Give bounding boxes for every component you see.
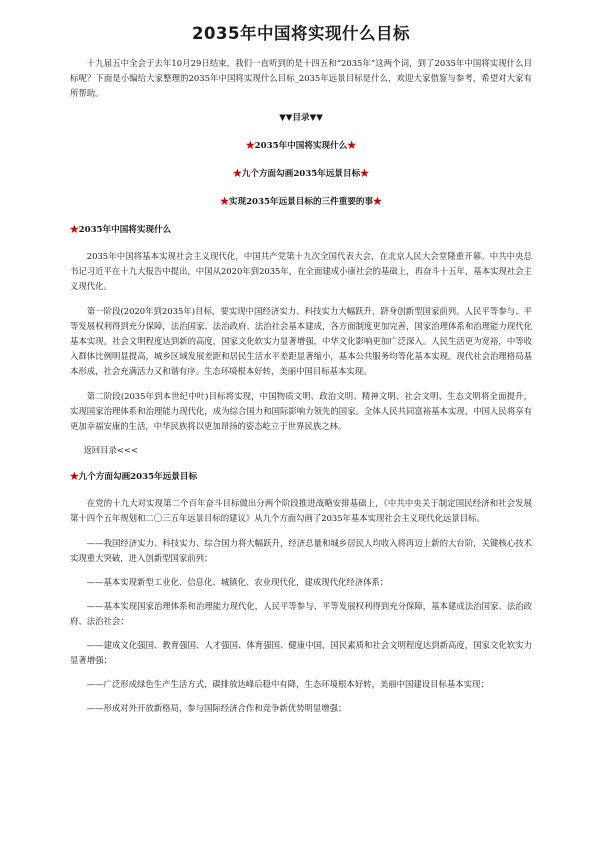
section1-paragraph-1: 2035年中国将基本实现社会主义现代化，中国共产党第十九次全国代表大会，在北京人民大会堂隆重开幕。中共中央总书记习近平在十九大报告中提出，中国从2020年到2035年，在全面建成小康社会的基础上，再奋斗十五年，基本实现社会主义现代化。: [70, 251, 532, 291]
goal-item: ——我国经济实力、科技实力、综合国力将大幅跃升，经济总量和城乡居民人均收入将再迈上新的大台阶，关键核心技术实现重大突破，进入创新型国家前列；: [70, 538, 532, 563]
section-heading-2: [70, 470, 532, 482]
star-icon: ★: [233, 169, 242, 179]
star-icon: ★: [360, 169, 369, 179]
star-icon: ★: [246, 141, 255, 151]
section-heading-label: 九个方面勾画2035年远景目标: [78, 472, 198, 482]
toc-link-3[interactable]: [70, 195, 532, 207]
section-heading-1: [70, 223, 532, 235]
section2-intro: 在党的十九大对实现第二个百年奋斗目标做出分两个阶段推进战略安排基础上，《中共中央关于制定国民经济和社会发展第十四个五年规划和二〇三五年远景目标的建议》从九个方面勾画了2035年基本实现社会主义现代化远景目标。: [70, 498, 532, 523]
goal-item: ——广泛形成绿色生产生活方式，碳排放达峰后稳中有降，生态环境根本好转，美丽中国建设目标基本实现；: [86, 679, 489, 689]
section1-paragraph-3: 第二阶段(2035年到本世纪中叶)目标将实现，中国物质文明、政治文明、精神文明、社会文明、生态文明将全面提升，实现国家治理体系和治理能力现代化，成为综合国力和国际影响力领先的国家。全体人民共同富裕基本实现，中国人民将享有更加幸福安康的生活，中华民族将以更加昂扬的姿态屹立于世界民族之林。: [70, 391, 532, 431]
goal-item: ——基本实现国家治理体系和治理能力现代化，人民平等参与、平等发展权利得到充分保障，基本建成法治国家、法治政府、法治社会；: [70, 601, 532, 626]
toc-heading: ▼▼目录▼▼: [279, 113, 323, 123]
toc-link-2[interactable]: [70, 167, 532, 179]
section-heading-label: 2035年中国将实现什么: [78, 225, 172, 235]
goal-item: ——形成对外开放新格局，参与国际经济合作和竞争新优势明显增强；: [86, 703, 347, 713]
toc-link-label: 九个方面勾画2035年远景目标: [241, 169, 361, 179]
section1-paragraph-2: 第一阶段(2020年到2035年)目标，要实现中国经济实力、科技实力大幅跃升，跻身创新型国家前列。人民平等参与、平等发展权利得到充分保障，法治国家、法治政府、法治社会基本建成，各方面制度更加完善，国家治理体系和治理能力现代化基本实现。社会文明程度达到新的高度，国家文化软实力显著增强，中华文化影响更加广泛深入。人民生活更为宽裕，中等收入群体比例明显提高，城乡区域发展差距和居民生活水平差距显著缩小，基本公共服务均等化基本实现。现代社会治理格局基本形成，社会充满活力又和谐有序。生态环境根本好转，美丽中国目标基本实现。: [70, 306, 532, 376]
toc-link-1[interactable]: [70, 139, 532, 151]
goal-item: ——基本实现新型工业化、信息化、城镇化、农业现代化，建成现代化经济体系；: [86, 577, 389, 587]
star-icon: ★: [347, 141, 356, 151]
back-to-toc-link[interactable]: 返回目录<<<: [83, 445, 138, 455]
star-icon: ★: [220, 197, 229, 207]
star-icon: ★: [70, 472, 79, 482]
toc-link-label: 实现2035年远景目标的三件重要的事: [228, 197, 374, 207]
toc-link-label: 2035年中国将实现什么: [254, 141, 348, 151]
star-icon: ★: [70, 225, 79, 235]
intro-paragraph: 十九届五中全会于去年10月29日结束，我们一直听到的是十四五和“2035年”这两个词，到了2035年中国将实现什么目标呢？下面是小编给大家整理的2035年中国将实现什么目标_2035年远景目标是什么，欢迎大家借鉴与参考，希望对大家有所帮助。: [70, 58, 532, 98]
page-title: 2035年中国将实现什么目标: [192, 24, 410, 43]
goal-item: ——建成文化强国、教育强国、人才强国、体育强国、健康中国，国民素质和社会文明程度达到新高度，国家文化软实力显著增强；: [70, 640, 532, 665]
star-icon: ★: [373, 197, 382, 207]
